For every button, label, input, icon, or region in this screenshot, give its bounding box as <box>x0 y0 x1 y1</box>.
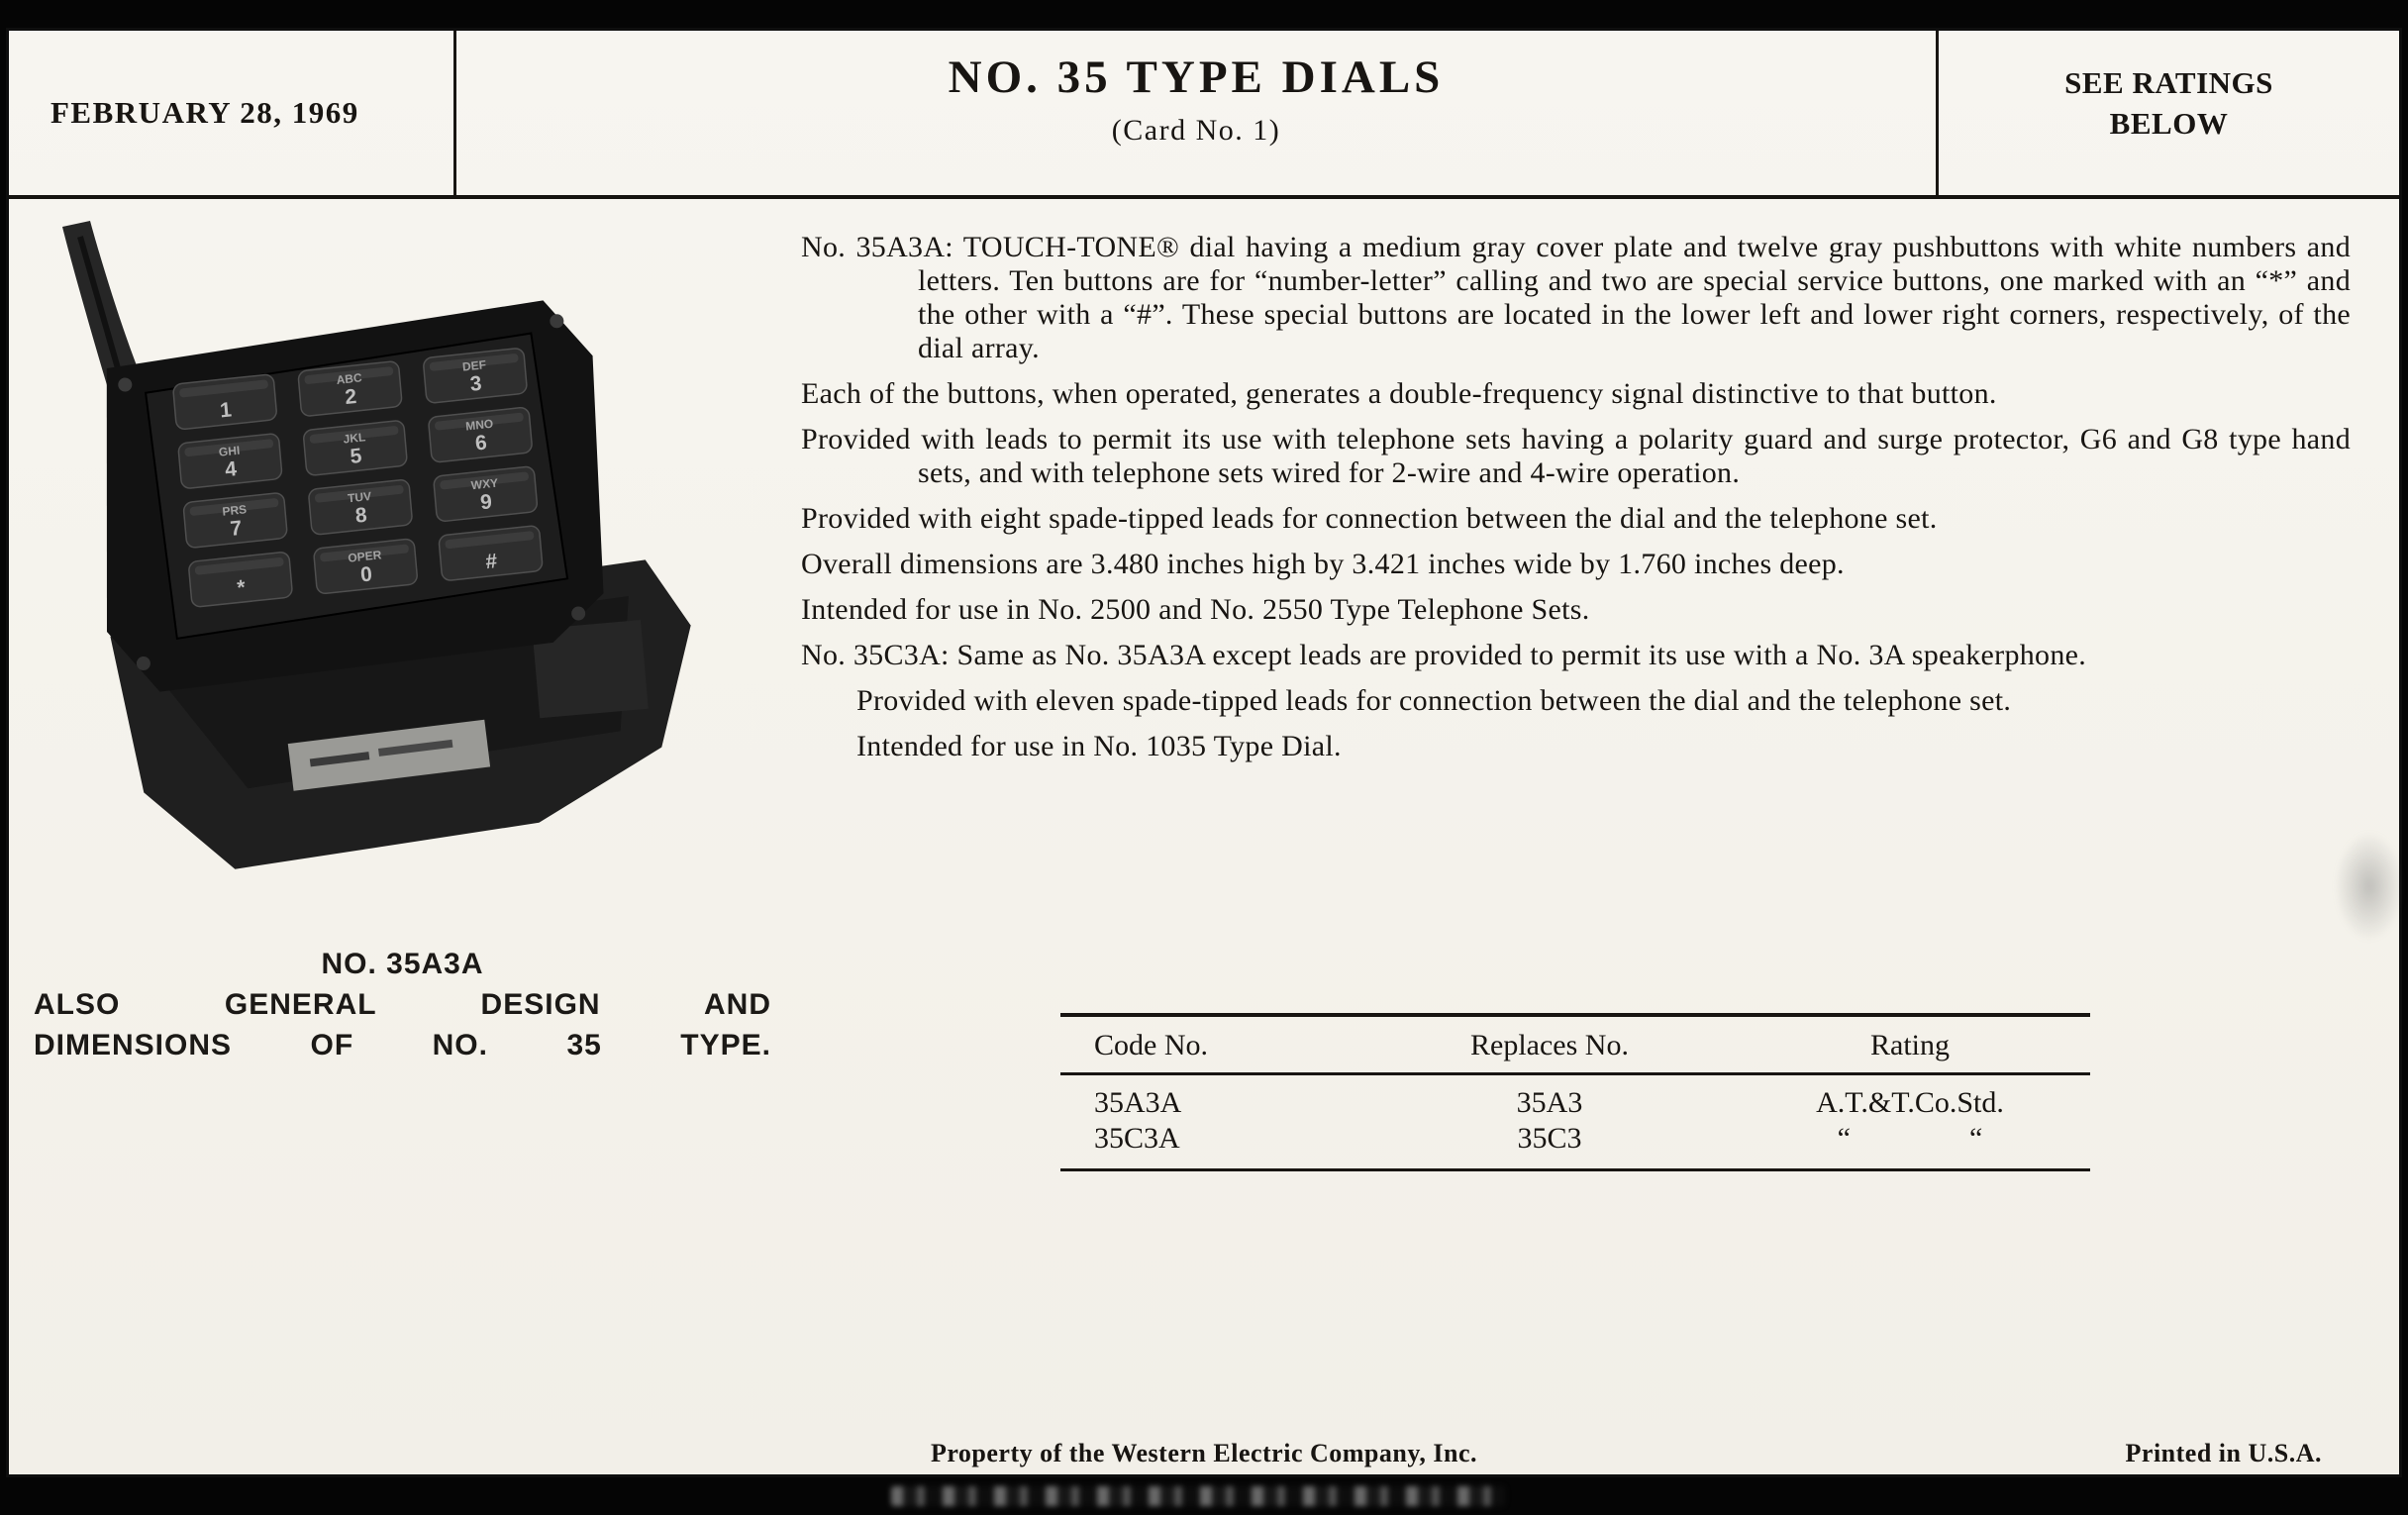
key-letters: ABC <box>336 370 363 387</box>
date: FEBRUARY 28, 1969 <box>50 95 359 130</box>
keypad-key <box>172 374 276 430</box>
key-letters: WXY <box>470 475 499 493</box>
illegible-text <box>891 1486 1505 1506</box>
key-number: 2 <box>344 385 358 410</box>
keypad-photo <box>50 217 734 910</box>
keypad-key <box>434 466 538 522</box>
keypad-key <box>423 348 527 403</box>
paragraph-35c3a: No. 35C3A: Same as No. 35A3A except leads are provided to permit its use with a No. 3A speakerphone. <box>801 639 2087 671</box>
keypad-key <box>183 492 287 548</box>
header-rule <box>9 195 2399 199</box>
paragraph-eight-leads: Provided with eight spade-tipped leads for connection between the dial and the telephone set. <box>801 502 1938 535</box>
keypad-key <box>313 539 417 594</box>
key-letters: GHI <box>218 443 241 459</box>
keypad-key <box>298 360 402 416</box>
keypad-key <box>428 407 532 462</box>
card <box>6 28 2402 1477</box>
table-row <box>1060 1085 2090 1121</box>
cell-code: 35A3A <box>1094 1086 1182 1119</box>
key-number: 9 <box>479 490 493 515</box>
key-letters: DEF <box>461 357 487 374</box>
page-title: NO. 35 TYPE DIALS <box>948 51 1445 103</box>
photo-caption <box>34 944 771 1065</box>
key-number: 7 <box>229 516 244 541</box>
printed-in: Printed in U.S.A. <box>2125 1439 2322 1467</box>
scan-smudge <box>2335 832 2404 941</box>
caption-line3: DIMENSIONS OF NO. 35 TYPE. <box>34 1029 771 1061</box>
key-number: 1 <box>219 398 233 423</box>
keypad-key <box>308 479 412 535</box>
bottom-scan-strip <box>0 1477 2408 1515</box>
key-number: 3 <box>468 371 483 396</box>
cell-rating: A.T.&T.Co.Std. <box>1816 1086 2004 1119</box>
paragraph-dimensions: Overall dimensions are 3.480 inches high by 3.421 inches wide by 1.760 inches deep. <box>801 548 1845 580</box>
col-header-rating: Rating <box>1870 1029 1950 1061</box>
ratings-note-line1: SEE RATINGS <box>2064 65 2273 100</box>
cell-code: 35C3A <box>1094 1122 1180 1155</box>
caption-model: NO. 35A3A <box>321 948 484 980</box>
dial-body <box>81 290 708 878</box>
col-header-code: Code No. <box>1094 1029 1208 1061</box>
table-row <box>1060 1121 2090 1157</box>
col-header-replaces: Replaces No. <box>1470 1029 1629 1061</box>
description-text <box>801 231 2351 775</box>
paragraph-35a3a: No. 35A3A: TOUCH-TONE® dial having a medium gray cover plate and twelve gray pushbuttons with white numbers and letters. Ten buttons are for “number-letter” calling and two are special service buttons, one marked with an “*” and the other with a “#”. These special buttons are located in the lower left and lower right corners, respectively, of the dial array. <box>801 231 2351 364</box>
key-number: 8 <box>353 503 368 528</box>
header-date-cell <box>9 31 456 195</box>
keypad-key <box>439 525 543 580</box>
ratings-note <box>1936 31 2399 195</box>
header-title-cell <box>456 31 1936 195</box>
cell-rating-ditto: “ “ <box>1837 1122 1983 1155</box>
paragraph-leads: Provided with leads to permit its use with telephone sets having a polarity guard and surge protector, G6 and G8 type hand sets, and with telephone sets wired for 2-wire and 4-wire operation. <box>801 423 2351 489</box>
key-number: * <box>236 575 247 600</box>
key-number: 0 <box>359 562 373 587</box>
paragraph-eleven-leads: Provided with eleven spade-tipped leads for connection between the dial and the telephone set. <box>856 684 2012 717</box>
ratings-table <box>1060 1013 2090 1171</box>
cell-replaces: 35C3 <box>1517 1122 1582 1155</box>
key-number: 5 <box>349 444 363 468</box>
caption-line2: ALSO GENERAL DESIGN AND <box>34 988 771 1021</box>
property-notice: Property of the Western Electric Company, Inc. <box>930 1439 1478 1467</box>
keypad-key <box>188 552 292 607</box>
key-number: 4 <box>224 457 238 482</box>
cell-replaces: 35A3 <box>1516 1086 1583 1119</box>
header <box>9 31 2399 195</box>
key-letters: MNO <box>464 416 494 434</box>
key-letters: JKL <box>342 430 366 447</box>
table-header-row <box>1060 1017 2090 1075</box>
ratings-note-line2: BELOW <box>2109 106 2229 141</box>
paragraph-signal: Each of the buttons, when operated, generates a double-frequency signal distinctive to that button. <box>801 377 1997 410</box>
card-number: (Card No. 1) <box>1111 114 1281 147</box>
key-letters: OPER <box>347 548 382 565</box>
keypad-key <box>303 420 407 475</box>
key-letters: PRS <box>221 502 248 519</box>
table-body <box>1060 1075 2090 1168</box>
key-number: # <box>484 550 499 574</box>
keypad-key <box>178 433 282 488</box>
paragraph-intended-use: Intended for use in No. 2500 and No. 2550 Type Telephone Sets. <box>801 593 1590 626</box>
key-letters: TUV <box>347 488 372 506</box>
paragraph-1035-dial: Intended for use in No. 1035 Type Dial. <box>856 730 1342 762</box>
photo-column <box>50 217 773 915</box>
key-number: 6 <box>474 431 488 455</box>
